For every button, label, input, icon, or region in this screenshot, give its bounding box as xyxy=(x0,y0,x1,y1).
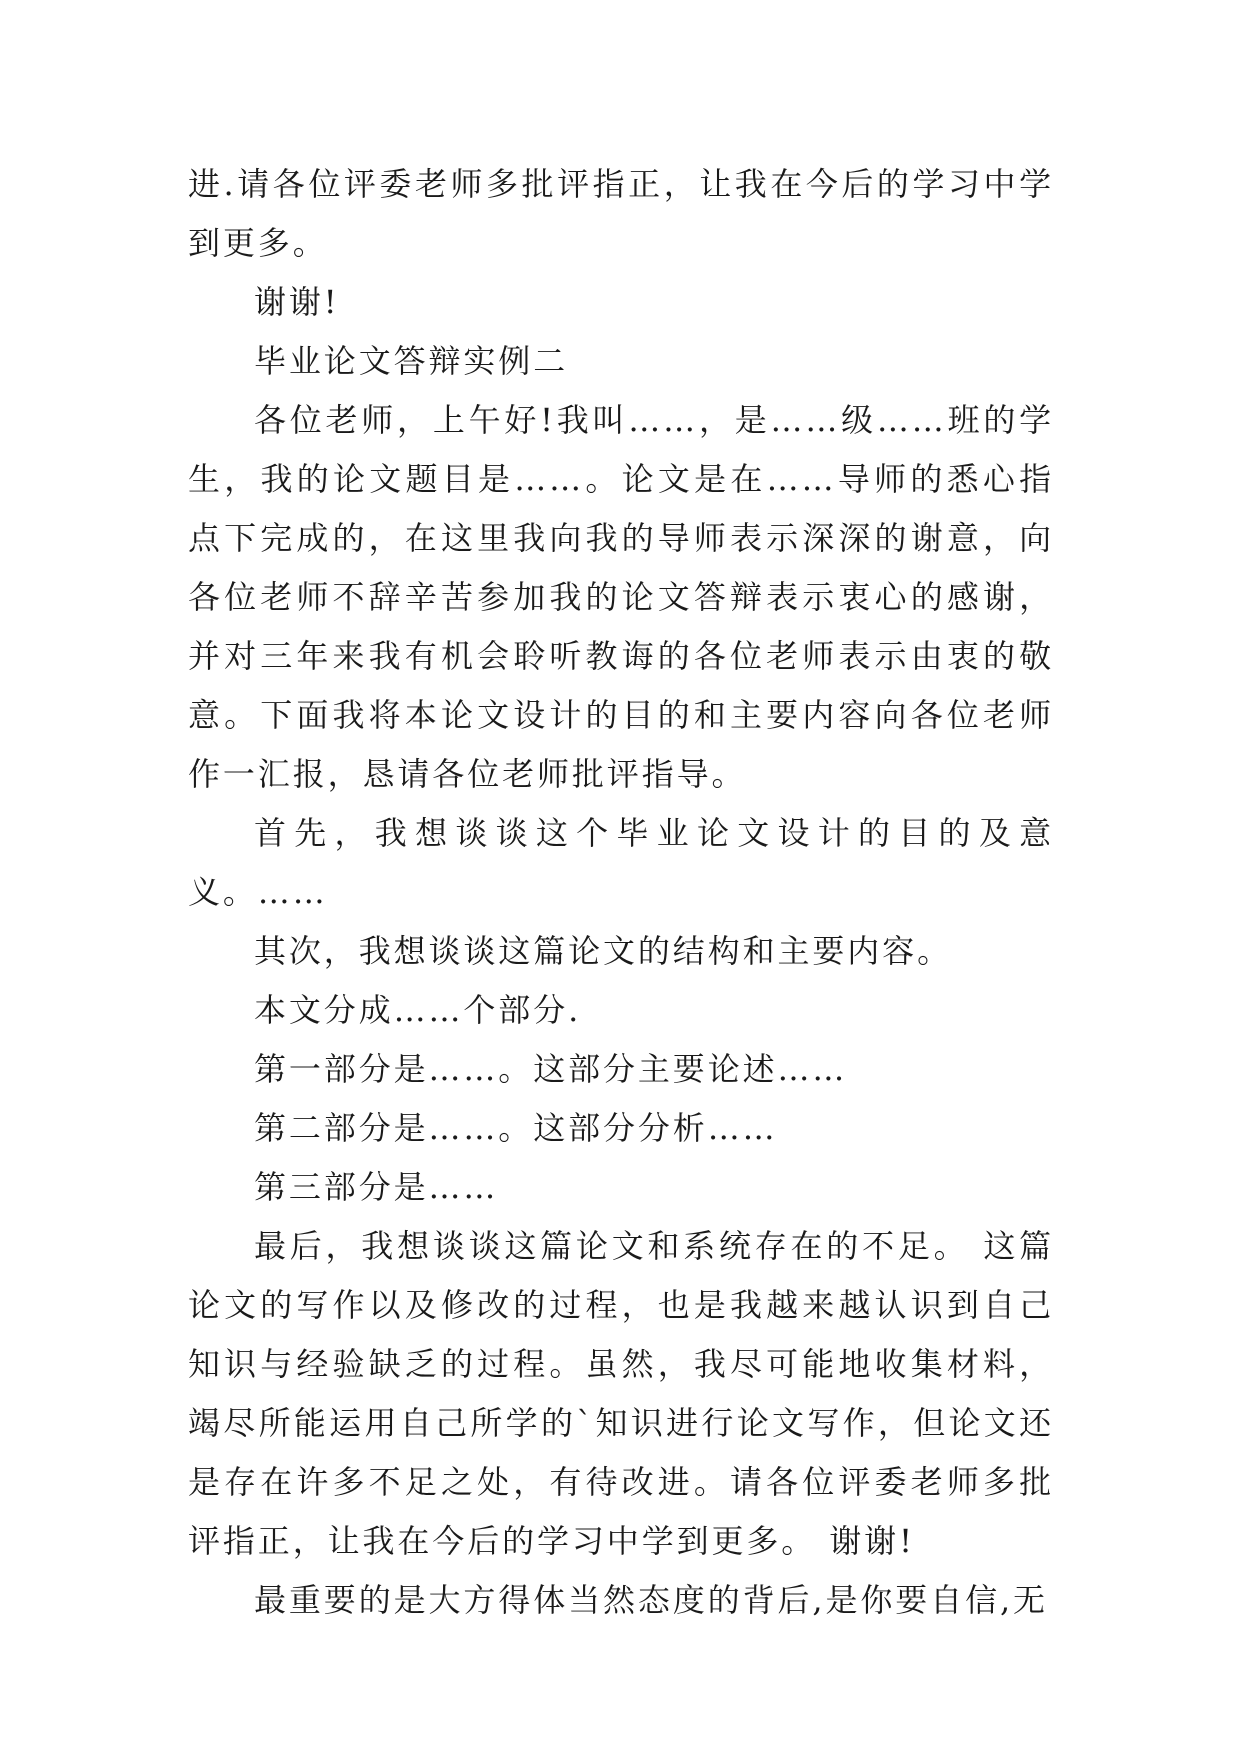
paragraph-first: 首先，我想谈谈这个毕业论文设计的目的及意义。…… xyxy=(188,814,1054,911)
paragraph-introduction: 各位老师，上午好!我叫……，是……级……班的学生，我的论文题目是……。论文是在……导师的悉心指点下完成的，在这里我向我的导师表示深深的谢意，向各位老师不辞辛苦参加我的论文答辩表示衷心的感谢，并对三年来我有机会聆听教诲的各位老师表示由衷的敬意。下面我将本论文设计的目的和主要内容向各位老师作一汇报，恳请各位老师批评指导。 xyxy=(188,401,1054,793)
section-heading: 毕业论文答辩实例二 xyxy=(254,342,569,380)
document-body xyxy=(188,155,1054,1630)
paragraph-structure: 本文分成……个部分. xyxy=(254,991,582,1029)
paragraph-part-two: 第二部分是……。这部分分析…… xyxy=(254,1109,778,1147)
paragraph-thanks: 谢谢! xyxy=(254,283,340,321)
paragraph-part-one: 第一部分是……。这部分主要论述…… xyxy=(254,1050,848,1088)
paragraph-second: 其次，我想谈谈这篇论文的结构和主要内容。 xyxy=(254,932,953,970)
paragraph-conclusion: 最后，我想谈谈这篇论文和系统存在的不足。 这篇论文的写作以及修改的过程，也是我越来越认识到自己知识与经验缺乏的过程。虽然，我尽可能地收集材料，竭尽所能运用自己所学的`知识进行论文写作，但论文还是存在许多不足之处，有待改进。请各位评委老师多批评指正，让我在今后的学习中学到更多。 谢谢! xyxy=(188,1227,1054,1560)
paragraph-advice: 最重要的是大方得体当然态度的背后,是你要自信,无 xyxy=(254,1581,1048,1619)
paragraph-part-three: 第三部分是…… xyxy=(254,1168,499,1206)
paragraph-continuation: 进.请各位评委老师多批评指正，让我在今后的学习中学到更多。 xyxy=(188,165,1054,262)
